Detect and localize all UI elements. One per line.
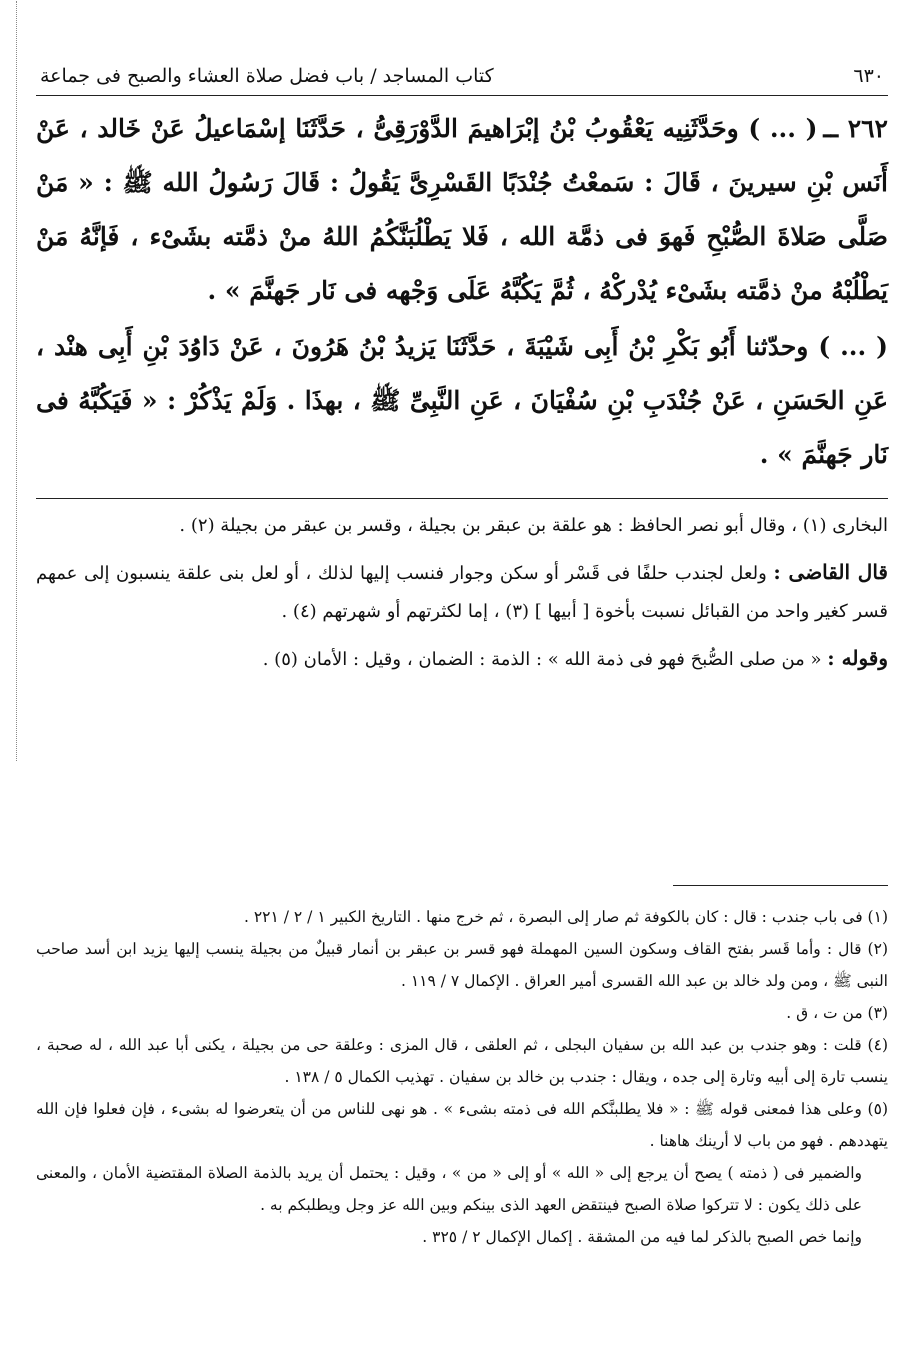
footnote-2: (٢) قال : وأما قَسر بفتح القاف وسكون السين المهملة فهو قسر بن عبقر بن أنمار قبيلٌ من بجيلة ينسب إليها يزيد ابن أسد صاحب النبى ﷺ ، ومن ولد خالد بن عبد الله القسرى أمير العراق . الإكمال ٧ / ١١٩ .	[36, 940, 888, 990]
hadith-text	[36, 102, 888, 482]
footnote-3: (٣) من ت ، ق .	[786, 1004, 888, 1022]
commentary-lead-qawluh: وقوله :	[827, 646, 888, 670]
commentary-paragraph-3	[36, 639, 888, 679]
hadith-number: ٢٦٢ ــ	[823, 114, 888, 143]
commentary-paragraph-1: البخارى (١) ، وقال أبو نصر الحافظ : هو علقة بن عبقر بن بجيلة ، وقسر بن عبقر من بجيلة (٢) .	[179, 515, 888, 536]
footnotes	[36, 901, 888, 1253]
hadith-paragraph-1-text: ( ... ) وحَدَّثَنِيه يَعْقُوبُ بْنُ إبْرَاهيمَ الدَّوْرَقِىُّ ، حَدَّثَنَا إسْمَاعيلُ عَنْ خَالد ، عَنْ أَنَس بْنِ سيرينَ ، قَالَ : سَمعْتُ جُنْدَبًا القَسْرِىَّ يَقُولُ : قَالَ رَسُولُ الله ﷺ : « مَنْ صَلَّى صَلاةَ الصُّبْحِ فَهوَ فى ذمَّة الله ، فَلا يَطْلُبَنَّكُمُ اللهُ منْ ذمَّته بشَىْء ، فَإنَّهُ مَنْ يَطْلُبْهُ منْ ذمَّته بشَىْء يُدْركْهُ ، ثُمَّ يَكُبَّهُ عَلَى وَجْهه فى نَار جَهنَّمَ » .	[36, 114, 888, 305]
footnote-1: (١) فى باب جندب : قال : كان بالكوفة ثم صار إلى البصرة ، ثم خرج منها . التاريخ الكبير ١ / ٢ / ٢٢١ .	[244, 908, 888, 926]
commentary-lead-qadi: قال القاضى :	[773, 560, 888, 584]
footnote-5-continuation-1: والضمير فى ( ذمته ) يصح أن يرجع إلى « الله » أو إلى « من » ، وقيل : يحتمل أن يريد بالذمة الصلاة المقتضية الأمان ، والمعنى على ذلك يكون : لا تتركوا صلاة الصبح فينتقض العهد الذى بينكم وبين الله عز وجل ويطلبكم به .	[36, 1164, 862, 1214]
footnote-5-continuation-2: وإنما خص الصبح بالذكر لما فيه من المشقة . إكمال الإكمال ٢ / ٣٢٥ .	[422, 1228, 862, 1246]
hadith-paragraph-1	[36, 102, 888, 318]
footnote-5: (٥) وعلى هذا فمعنى قوله ﷺ : « فلا يطلبنَّكم الله فى ذمته بشىء » . هو نهى للناس من أن يتعرضوا له بشىء ، فإن فعلوا فإن الله يتهددهم . فهو من باب لا أرينك هاهنا .	[36, 1100, 888, 1150]
commentary-paragraph-3-text: « من صلى الصُّبحَ فهو فى ذمة الله » : الذمة : الضمان ، وقيل : الأمان (٥) .	[262, 649, 822, 670]
margin-mark	[16, 1, 18, 761]
hadith-paragraph-2: ( ... ) وحدّثنا أَبُو بَكْرِ بْنُ أَبِى شَيْبَةَ ، حَدَّثَنَا يَزيدُ بْنُ هَرُونَ ، عَنْ دَاوُدَ بْنِ أَبِى هنْد ، عَنِ الحَسَنِ ، عَنْ جُنْدَبِ بْنِ سُفْيَانَ ، عَنِ النَّبِىِّ ﷺ ، بهذَا . وَلَمْ يَذْكُرْ : « فَيَكُبَّهُ فى نَار جَهنَّمَ » .	[36, 332, 888, 469]
section-divider	[36, 498, 888, 499]
commentary-paragraph-2	[36, 553, 888, 631]
page-number: ٦٣٠	[853, 65, 884, 87]
footnote-divider	[673, 885, 888, 886]
running-head	[36, 55, 888, 96]
page	[36, 55, 888, 1246]
running-title: كتاب المساجد / باب فضل صلاة العشاء والصبح فى جماعة	[40, 65, 494, 87]
commentary	[36, 507, 888, 679]
footnote-4: (٤) قلت : وهو جندب بن عبد الله بن سفيان البجلى ، ثم العلقى ، قال المزى : وعلقة حى من بجيلة ، يكنى أبا عبد الله ، له صحبة ، ينسب تارة إلى أبيه وتارة إلى جده ، ويقال : جندب بن خالد بن سفيان . تهذيب الكمال ٥ / ١٣٨ .	[36, 1036, 888, 1086]
commentary-paragraph-2-text: ولعل لجندب حلفًا فى قَسْر أو سكن وجوار فنسب إليها لذلك ، أو لعل بنى علقة ينسبون إلى عمهم قسر كغير واحد من القبائل نسبت بأخوة [ أبيها ] (٣) ، إما لكثرتهم أو شهرتهم (٤) .	[36, 563, 888, 622]
